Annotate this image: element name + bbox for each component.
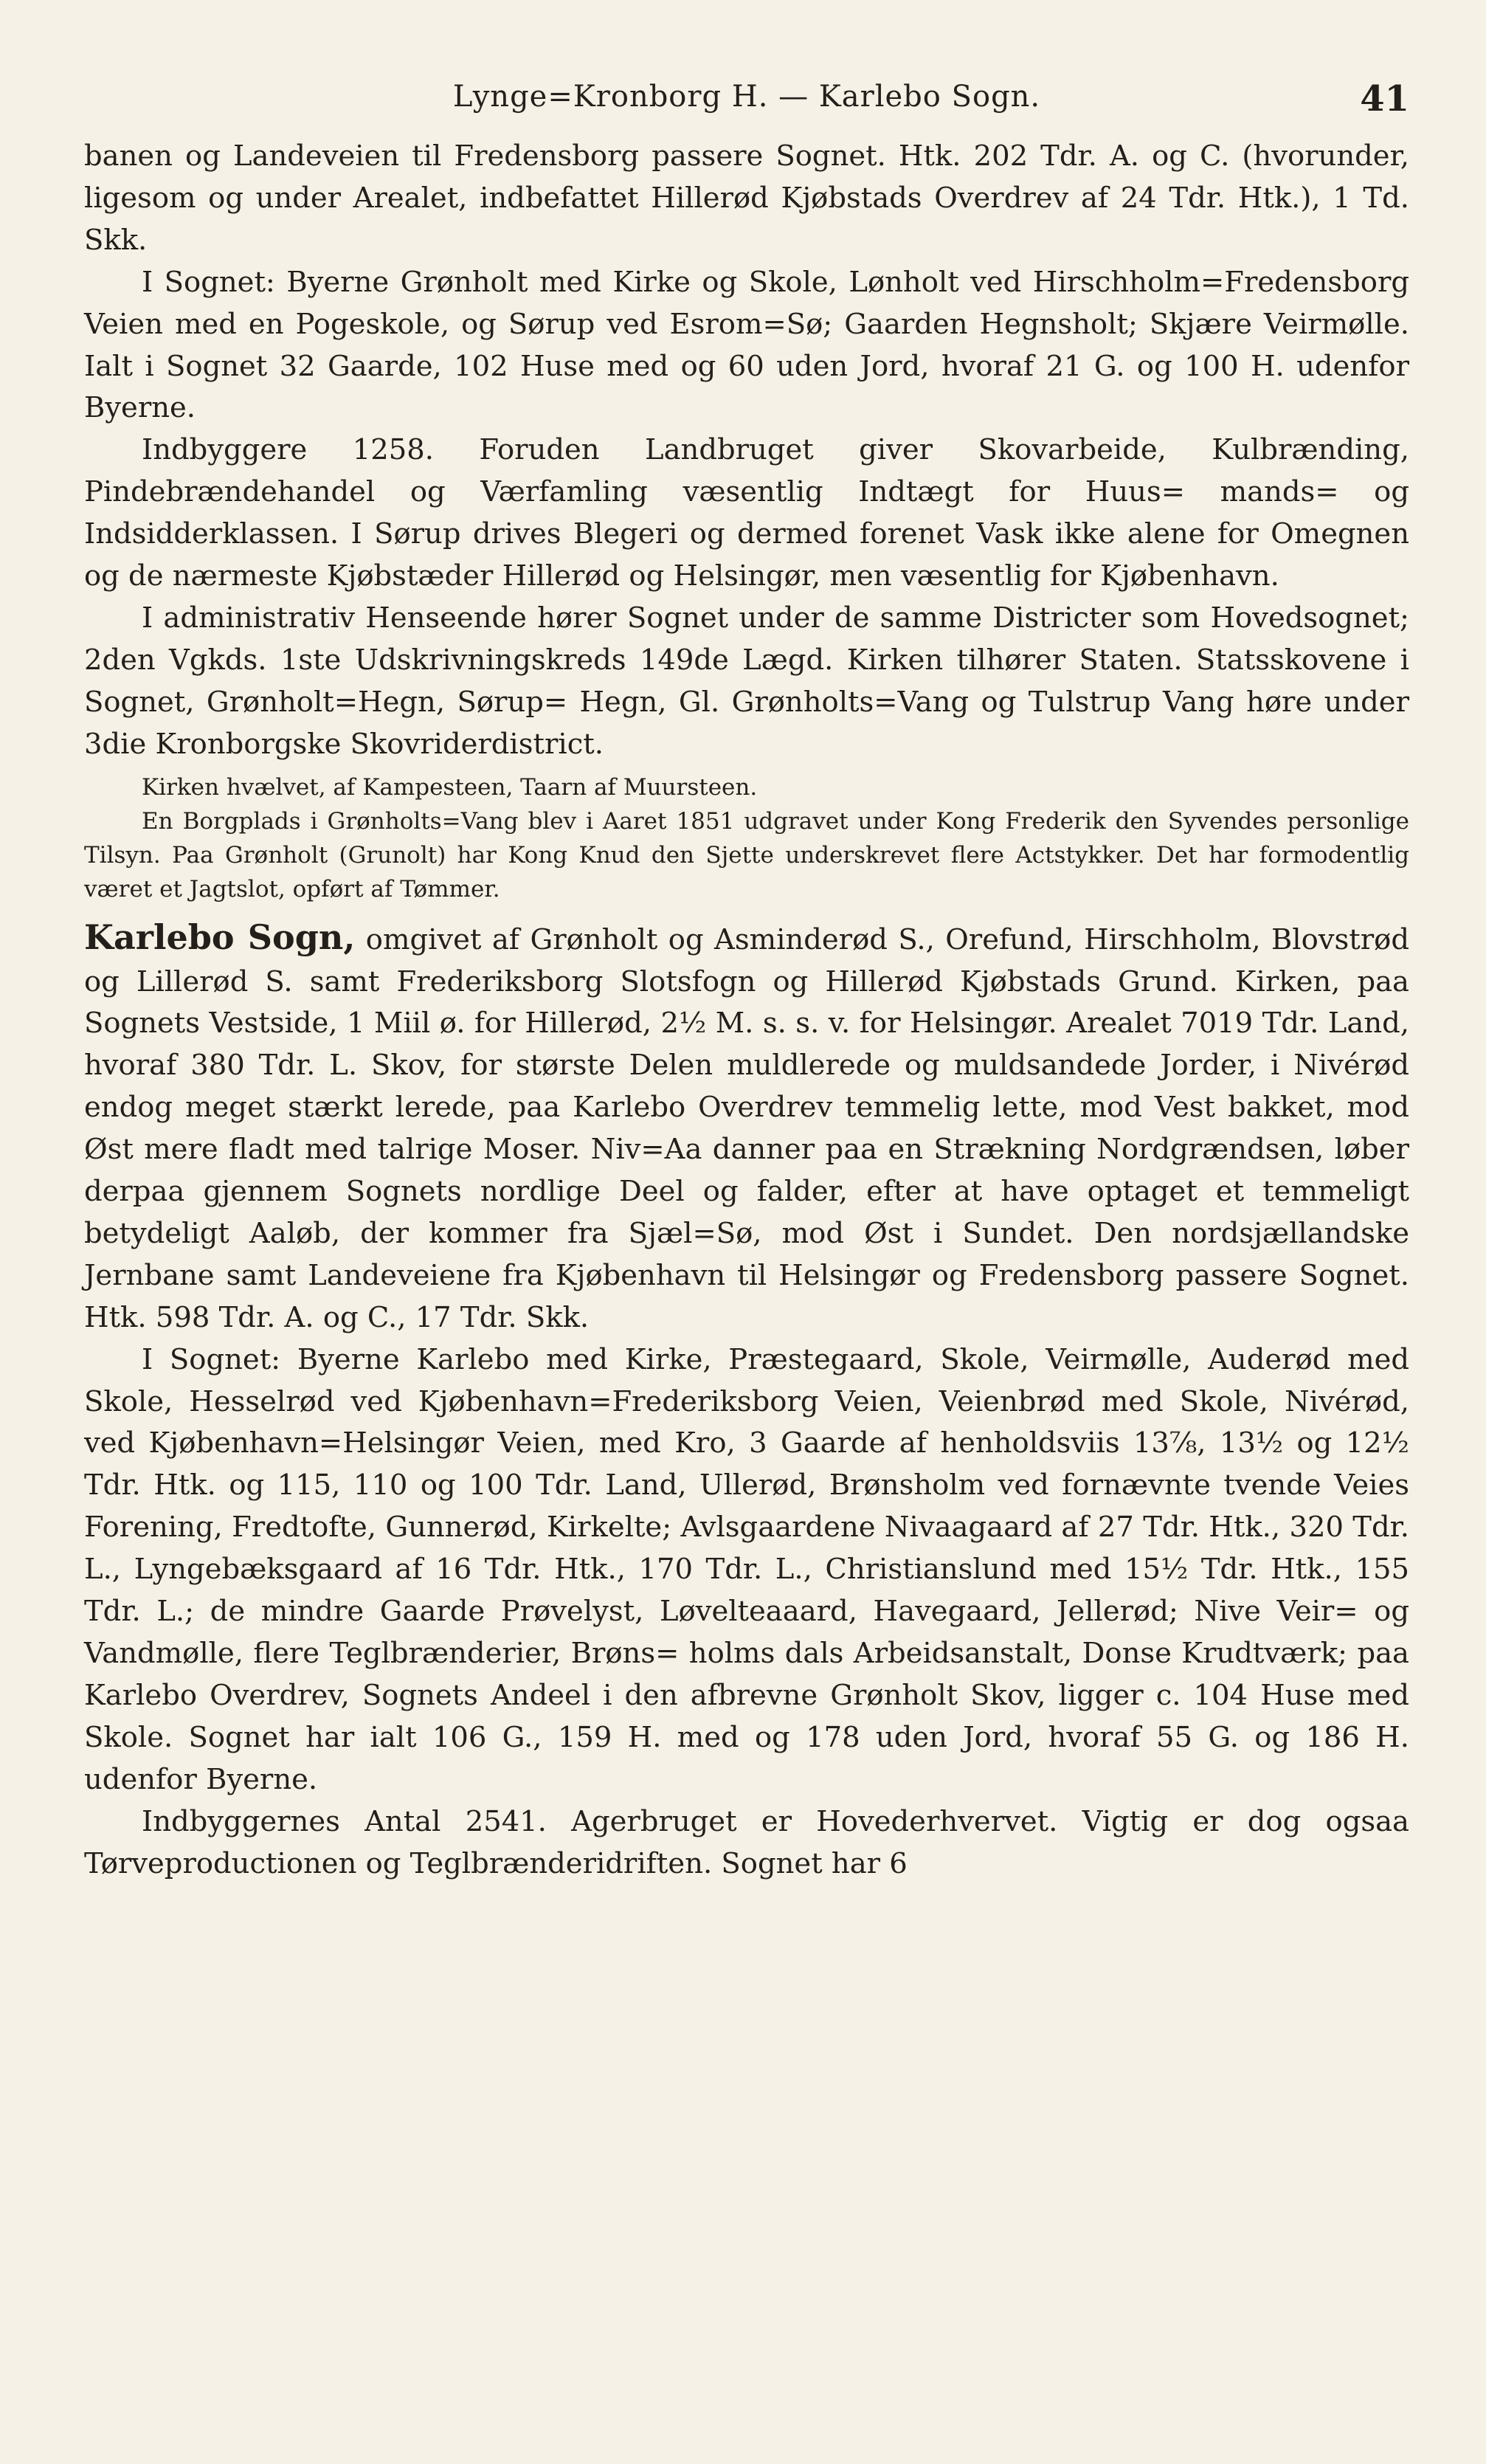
footnote-church: Kirken hvælvet, af Kampesteen, Taarn af Muursteen.: [142, 773, 758, 801]
karlebo-intro-paragraph: [84, 917, 1409, 1339]
paragraph-inhabitants: Indbyggere 1258. Foruden Landbruget giver Skovarbeide, Kulbrænding, Pindebrændehandel og Værfamling væsentlig Indtægt for Huus= mands= og Indsidderklassen. I Sørup drives Blegeri og dermed forenet Vask ikke alene for Omegnen og de nærmeste Kjøbstæder Hillerød og Helsingør, men væsentlig for Kjøbenhavn.: [84, 433, 1409, 593]
page-number: 41: [1360, 78, 1409, 120]
paragraph-villages: I Sognet: Byerne Grønholt med Kirke og Skole, Lønholt ved Hirschholm=Fredensborg Veien med en Pogeskole, og Sørup ved Esrom=Sø; Gaarden Hegnsholt; Skjære Veirmølle. Ialt i Sognet 32 Gaarde, 102 Huse med og 60 uden Jord, hvoraf 21 G. og 100 H. udenfor Byerne.: [84, 265, 1409, 425]
parish-heading: Karlebo Sogn,: [84, 917, 356, 957]
running-header: [84, 80, 1409, 136]
footnote-castle: En Borgplads i Grønholts=Vang blev i Aaret 1851 udgravet under Kong Frederik den Syvendes personlige Tilsyn. Paa Grønholt (Grunolt) har Kong Knud den Sjette underskrevet flere Actstykker. Det har formodentlig været et Jagtslot, opført af Tømmer.: [84, 807, 1409, 903]
paragraph-continuation: banen og Landeveien til Fredensborg passere Sognet. Htk. 202 Tdr. A. og C. (hvorunder, ligesom og under Arealet, indbefattet Hillerød Kjøbstads Overdrev af 24 Tdr. Htk.), 1 Td. Skk.: [84, 139, 1409, 257]
karlebo-villages-paragraph: I Sognet: Byerne Karlebo med Kirke, Præstegaard, Skole, Veirmølle, Auderød med Skole, Hesselrød ved Kjøbenhavn=Frederiksborg Veien, Veienbrød med Skole, Nivérød, ved Kjøbenhavn=Helsingør Veien, med Kro, 3 Gaarde af henholdsviis 13⅞, 13½ og 12½ Tdr. Htk. og 115, 110 og 100 Tdr. Land, Ullerød, Brønsholm ved fornævnte tvende Veies Forening, Fredtofte, Gunnerød, Kirkelte; Avlsgaardene Nivaagaard af 27 Tdr. Htk., 320 Tdr. L., Lyngebæksgaard af 16 Tdr. Htk., 170 Tdr. L., Christianslund med 15½ Tdr. Htk., 155 Tdr. L.; de mindre Gaarde Prøvelyst, Løvelteaaard, Havegaard, Jellerød; Nive Veir= og Vandmølle, flere Teglbrænderier, Brøns= holms dals Arbeidsanstalt, Donse Krudtværk; paa Karlebo Overdrev, Sognets Andeel i den afbrevne Grønholt Skov, ligger c. 104 Huse med Skole. Sognet har ialt 106 G., 159 H. med og 178 uden Jord, hvoraf 55 G. og 186 H. udenfor Byerne.: [84, 1342, 1409, 1796]
paragraph-administration: I administrativ Henseende hører Sognet under de samme Districter som Hovedsognet; 2den Vgkds. 1ste Udskrivningskreds 149de Lægd. Kirken tilhører Staten. Statsskovene i Sognet, Grønholt=Hegn, Sørup= Hegn, Gl. Grønholts=Vang og Tulstrup Vang høre under 3die Kronborgske Skovriderdistrict.: [84, 601, 1409, 761]
running-title: Lynge=Kronborg H. — Karlebo Sogn.: [452, 80, 1041, 114]
karlebo-intro-text: omgivet af Grønholt og Asminderød S., Orefund, Hirschholm, Blovstrød og Lillerød S. samt Frederiksborg Slotsfogn og Hillerød Kjøbstads Grund. Kirken, paa Sognets Vestside, 1 Miil ø. for Hillerød, 2½ M. s. s. v. for Helsingør. Arealet 7019 Tdr. Land, hvoraf 380 Tdr. L. Skov, for største Delen muldlerede og muldsandede Jorder, i Nivérød endog meget stærkt lerede, paa Karlebo Overdrev temmelig lette, mod Vest bakket, mod Øst mere fladt med talrige Moser. Niv=Aa danner paa en Strækning Nordgrændsen, løber derpaa gjennem Sognets nordlige Deel og falder, efter at have optaget et temmeligt betydeligt Aaløb, der kommer fra Sjæl=Sø, mod Øst i Sundet. Den nordsjællandske Jernbane samt Landeveiene fra Kjøbenhavn til Helsingør og Fredensborg passere Sognet. Htk. 598 Tdr. A. og C., 17 Tdr. Skk.: [84, 922, 1409, 1334]
karlebo-inhabitants-paragraph: Indbyggernes Antal 2541. Agerbruget er Hovederhvervet. Vigtig er dog ogsaa Tørveproductionen og Teglbrænderidriften. Sognet har 6: [84, 1804, 1409, 1880]
page-body: [84, 136, 1409, 1885]
